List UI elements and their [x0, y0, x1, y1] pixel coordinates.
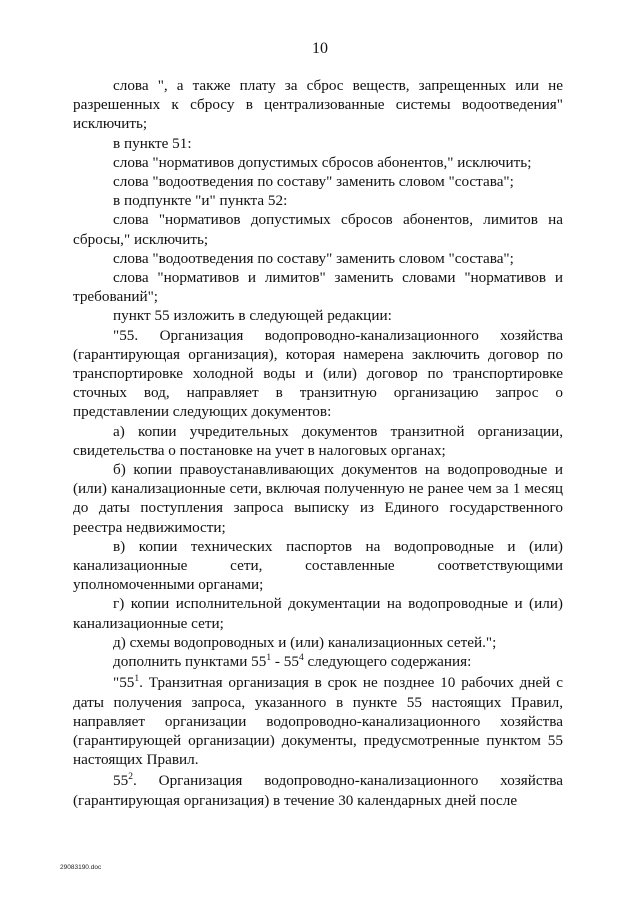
paragraph: слова "нормативов допустимых сбросов абонентов, лимитов на сбросы," исключить; [73, 211, 563, 248]
paragraph-add-points [73, 652, 563, 671]
text-run: - 55 [271, 653, 299, 671]
text-run: . Транзитная организация в срок не позднее 10 рабочих дней с даты получения запроса, указанного в пункте 55 настоящих Правил, направляет организации водопроводно-канализационного хозяйства (гарантирующей организации) документы, предусмотренные пунктом 55 настоящих Правил. [73, 674, 563, 769]
paragraph: г) копии исполнительной документации на водопроводные и (или) канализационные сети; [73, 595, 563, 632]
paragraph: а) копии учредительных документов транзитной организации, свидетельства о постановке на учет в налоговых органах; [73, 422, 563, 459]
paragraph: в пункте 51: [113, 134, 192, 152]
paragraph: б) копии правоустанавливающих документов на водопроводные и (или) канализационные сети, включая полученную не ранее чем за 1 месяц до даты поступления запроса выписку из Единого государственного реестра недвижимости; [73, 461, 563, 536]
paragraph: слова "нормативов допустимых сбросов абонентов," исключить; [113, 153, 532, 171]
paragraph: в подпункте "и" пункта 52: [113, 192, 288, 210]
paragraph-point-55-2 [73, 771, 563, 809]
paragraph: пункт 55 изложить в следующей редакции: [113, 307, 392, 325]
text-run: 55 [113, 772, 129, 790]
paragraph: слова "нормативов и лимитов" заменить словами "нормативов и требований"; [73, 269, 563, 306]
document-body [73, 76, 563, 810]
paragraph: "55. Организация водопроводно-канализационного хозяйства (гарантирующая организация), которая намерена заключить договор по транспортировке холодной воды и (или) договор по транспортировке сточных вод, направляет в транзитную организацию запрос о представлении следующих документов: [73, 326, 563, 421]
superscript: 4 [298, 653, 304, 664]
footer-filename: 29083190.doc [60, 864, 102, 871]
paragraph: слова "водоотведения по составу" заменить словом "состава"; [113, 249, 514, 267]
page-number: 10 [312, 40, 328, 57]
paragraph: д) схемы водопроводных и (или) канализационных сетей."; [113, 633, 497, 651]
paragraph: слова ", а также плату за сброс веществ, запрещенных или не разрешенных к сбросу в централизованные системы водоотведения" исключить; [73, 77, 563, 133]
superscript: 2 [128, 772, 133, 783]
paragraph: слова "водоотведения по составу" заменить словом "состава"; [113, 173, 514, 191]
text-run: . Организация водопроводно-канализационного хозяйства (гарантирующая организация) в течение 30 календарных дней после [73, 772, 563, 809]
text-run: дополнить пунктами 55 [113, 653, 267, 671]
text-run: "55 [113, 674, 135, 692]
text-run: следующего содержания: [303, 653, 472, 671]
superscript: 1 [266, 653, 272, 664]
paragraph-point-55-1 [73, 673, 563, 769]
superscript: 1 [134, 674, 140, 685]
paragraph: в) копии технических паспортов на водопроводные и (или) канализационные сети, составленные соответствующими уполномоченными органами; [73, 537, 563, 594]
